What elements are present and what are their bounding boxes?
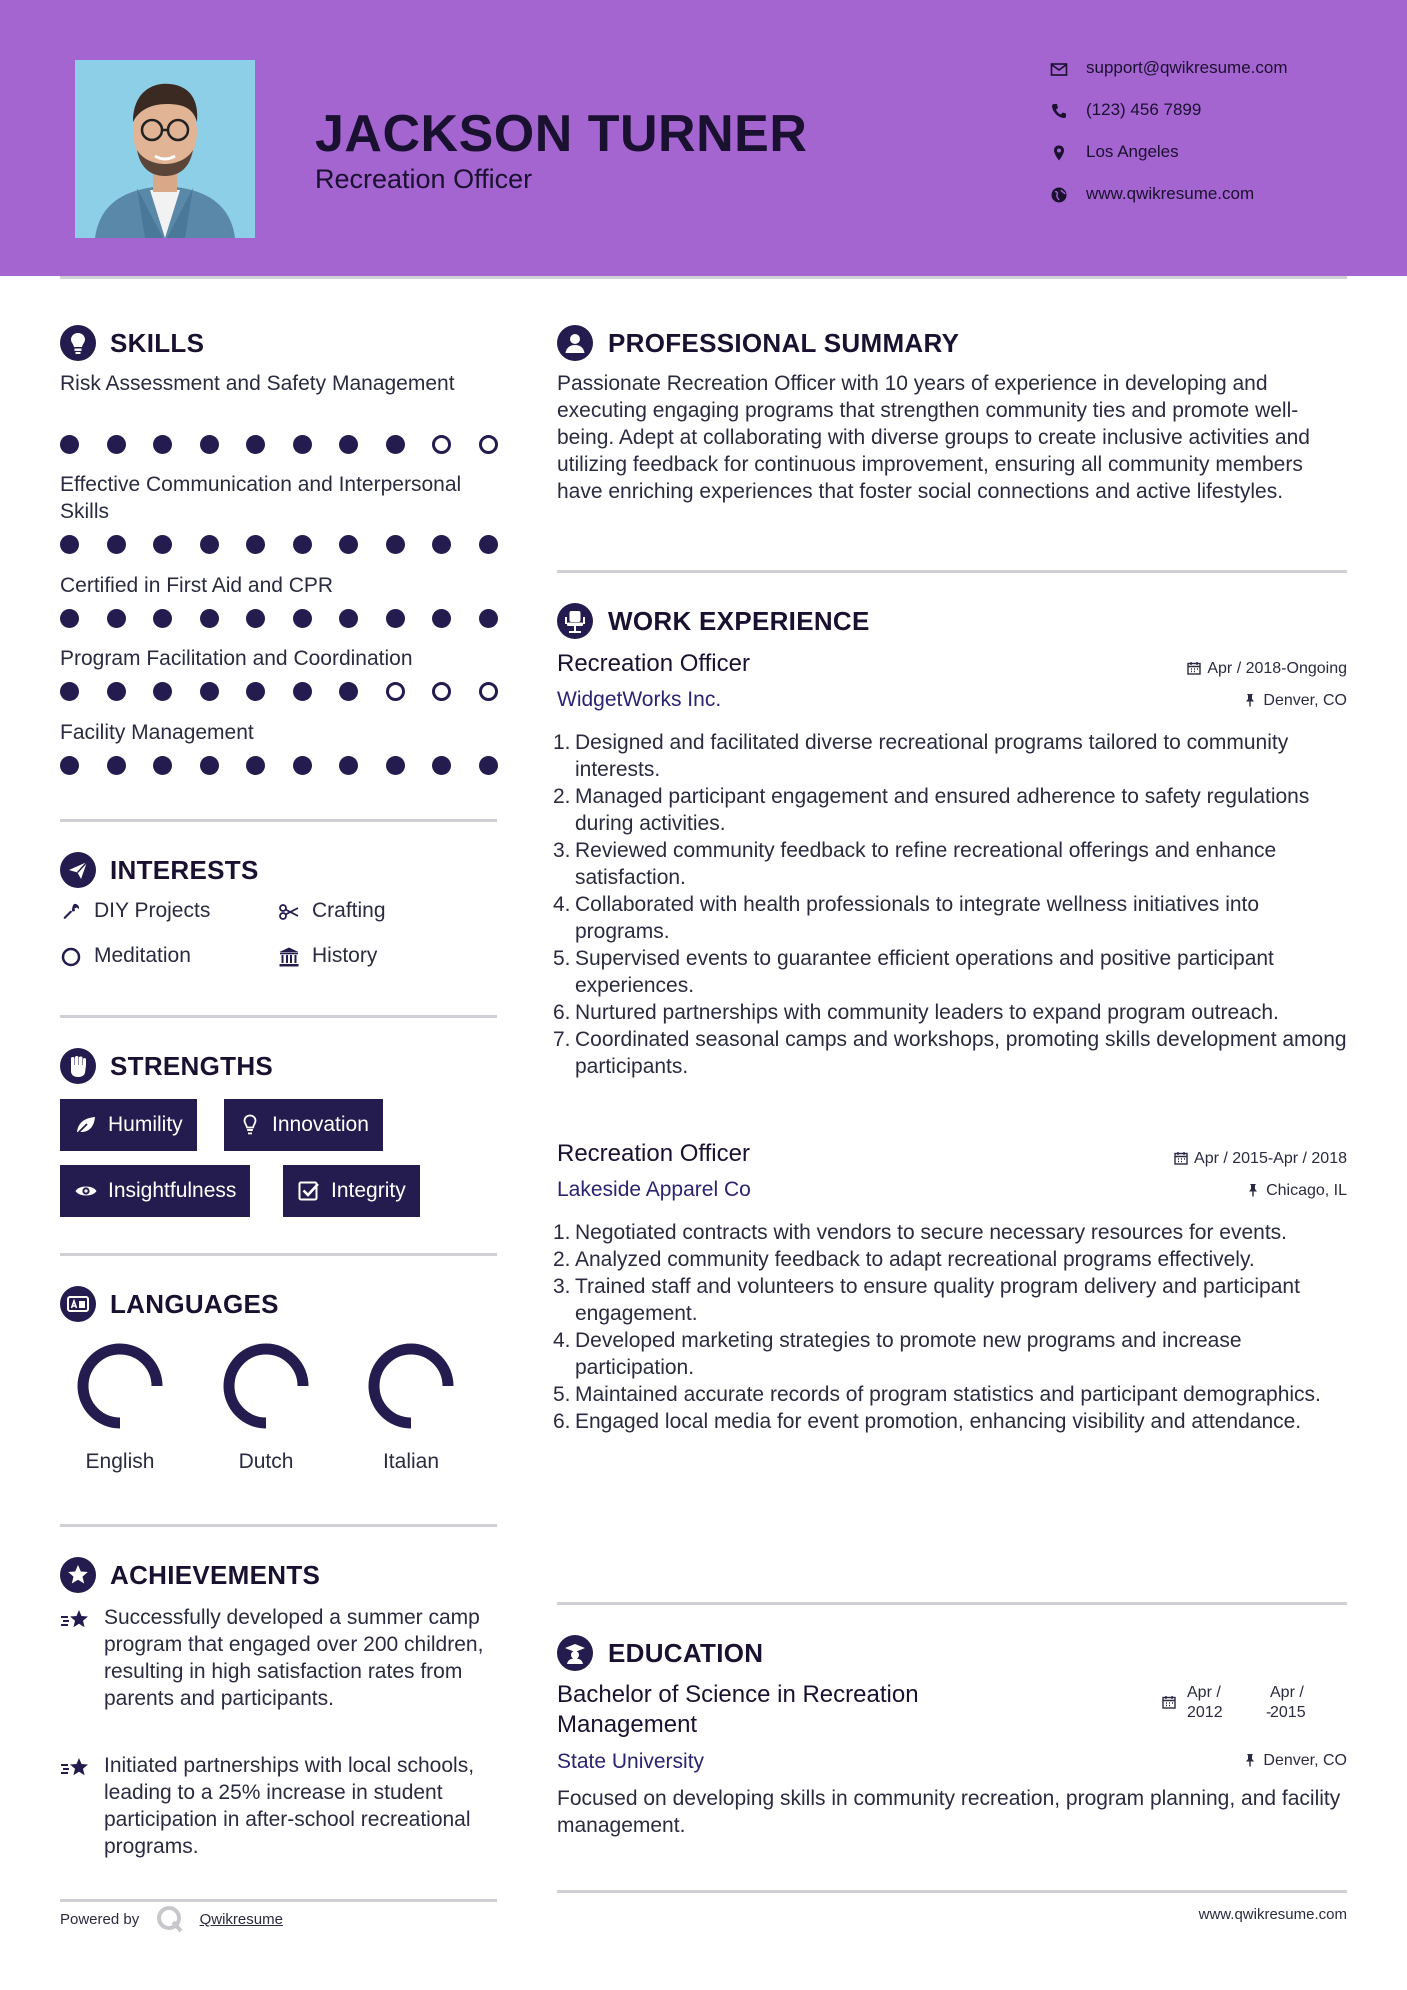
- interest-label: History: [312, 944, 378, 967]
- rating-dot-empty: [479, 435, 498, 454]
- strength-label: Humility: [108, 1113, 183, 1136]
- shooting-star-icon: [60, 1608, 92, 1632]
- skill-name: Program Facilitation and Coordination: [60, 647, 413, 670]
- header-divider: [60, 276, 1347, 279]
- job-bullet: 4. Developed marketing strategies to promote new programs and increase participation.: [553, 1329, 1242, 1379]
- rating-dot-empty: [432, 682, 451, 701]
- rating-dot-filled: [107, 435, 126, 454]
- language-card-icon: [60, 1286, 96, 1322]
- section-divider: [557, 1602, 1347, 1605]
- language-item: [356, 1340, 466, 1474]
- museum-icon: [278, 946, 300, 968]
- rating-dot-filled: [60, 682, 79, 701]
- brand-link[interactable]: Qwikresume: [199, 1911, 283, 1928]
- rating-dot-filled: [246, 609, 265, 628]
- contact-website-text: www.qwikresume.com: [1086, 184, 1255, 203]
- skill-name: Facility Management: [60, 721, 254, 744]
- user-icon: [557, 325, 593, 361]
- education-location: [1243, 1752, 1347, 1770]
- lightbulb-icon: [238, 1113, 262, 1137]
- language-gauge: [365, 1340, 457, 1432]
- phone-icon: [1050, 102, 1068, 120]
- rating-dot-filled: [107, 682, 126, 701]
- achievement-text: Successfully developed a summer camp program that engaged over 200 children, resulting in high satisfaction rates from parents and participants.: [104, 1606, 484, 1710]
- summary-heading: PROFESSIONAL SUMMARY: [608, 328, 960, 358]
- pushpin-icon: [1243, 693, 1257, 707]
- rating-dot-filled: [246, 535, 265, 554]
- qwikresume-logo-icon: [155, 1904, 185, 1934]
- section-divider: [60, 1015, 497, 1018]
- rating-dot-filled: [200, 609, 219, 628]
- rating-dot-filled: [200, 682, 219, 701]
- rating-dot-filled: [339, 435, 358, 454]
- language-level-arc: [374, 1349, 448, 1423]
- skills-heading: SKILLS: [110, 328, 205, 358]
- office-chair-icon: [557, 603, 593, 639]
- rating-dot-filled: [386, 609, 405, 628]
- calendar-icon: [1187, 661, 1201, 675]
- rating-dot-filled: [60, 535, 79, 554]
- job-bullet: 3. Trained staff and volunteers to ensure quality program delivery and participant engagement.: [553, 1275, 1300, 1325]
- education-location-text: Denver, CO: [1263, 1752, 1347, 1769]
- rating-dot-filled: [200, 435, 219, 454]
- rating-dot-filled: [107, 535, 126, 554]
- experience-heading: WORK EXPERIENCE: [608, 606, 870, 636]
- language-level-arc: [229, 1349, 303, 1423]
- graduate-icon: [557, 1635, 593, 1671]
- skill-name: Certified in First Aid and CPR: [60, 574, 334, 597]
- job-location: [1243, 692, 1347, 710]
- job-location-text: Denver, CO: [1263, 692, 1347, 709]
- skill-rating: [60, 535, 500, 555]
- rating-dot-filled: [432, 609, 451, 628]
- rating-dot-empty: [432, 435, 451, 454]
- skill-rating: [60, 756, 500, 776]
- job-bullet: 6. Nurtured partnerships with community leaders to expand program outreach.: [553, 1001, 1279, 1024]
- rating-dot-filled: [479, 756, 498, 775]
- strengths-heading: STRENGTHS: [110, 1051, 274, 1081]
- job-bullet: 2. Managed participant engagement and ensured adherence to safety regulations during activities.: [553, 785, 1310, 835]
- paper-plane-icon: [60, 852, 96, 888]
- strength-tag: [60, 1165, 250, 1217]
- contact-location-text: Los Angeles: [1086, 142, 1179, 161]
- shooting-star-icon: [60, 1756, 92, 1780]
- interest-label: DIY Projects: [94, 899, 211, 922]
- rating-dot-filled: [60, 609, 79, 628]
- job-location-text: Chicago, IL: [1266, 1182, 1347, 1199]
- check-square-icon: [297, 1179, 321, 1203]
- section-divider: [557, 570, 1347, 573]
- job-bullet: 7. Coordinated seasonal camps and workshops, promoting skills development among participants.: [553, 1028, 1347, 1078]
- job-bullet: 6. Engaged local media for event promotion, enhancing visibility and attendance.: [553, 1410, 1302, 1433]
- company-name: WidgetWorks Inc.: [557, 688, 722, 711]
- rating-dot-empty: [479, 682, 498, 701]
- rating-dot-filled: [200, 535, 219, 554]
- profile-photo: [75, 60, 255, 238]
- rating-dot-filled: [293, 535, 312, 554]
- rating-dot-filled: [479, 609, 498, 628]
- skill-name: Risk Assessment and Safety Management: [60, 372, 455, 395]
- section-divider: [60, 819, 497, 822]
- section-divider: [60, 1524, 497, 1527]
- job-title: Recreation Officer: [557, 1140, 750, 1167]
- rating-dot-filled: [153, 609, 172, 628]
- scissors-icon: [278, 901, 300, 923]
- pushpin-icon: [1243, 1753, 1257, 1767]
- rating-dot-filled: [386, 535, 405, 554]
- footer-website[interactable]: www.qwikresume.com: [1198, 1906, 1347, 1923]
- contact-email-text: support@qwikresume.com: [1086, 58, 1288, 77]
- rating-dot-filled: [246, 682, 265, 701]
- job-title: Recreation Officer: [557, 650, 750, 677]
- date-separator: -: [1266, 1704, 1272, 1721]
- strength-label: Innovation: [272, 1113, 369, 1136]
- language-name: Dutch: [238, 1450, 294, 1473]
- language-name: Italian: [382, 1450, 440, 1473]
- job-location: [1246, 1182, 1347, 1200]
- rating-dot-filled: [339, 756, 358, 775]
- pushpin-icon: [1246, 1183, 1260, 1197]
- globe-icon: [1050, 186, 1068, 204]
- circle-icon: [60, 946, 82, 968]
- education-start: Apr / 2012: [1187, 1684, 1223, 1721]
- rating-dot-filled: [339, 535, 358, 554]
- job-bullet: 1. Negotiated contracts with vendors to secure necessary resources for events.: [553, 1221, 1288, 1244]
- strength-tag: [283, 1165, 420, 1217]
- education-end: Apr / 2015: [1270, 1684, 1306, 1721]
- job-dates-text: Apr / 2015-Apr / 2018: [1194, 1150, 1347, 1167]
- lightbulb-icon: [60, 325, 96, 361]
- job-dates: [1174, 1150, 1347, 1168]
- education-description: Focused on developing skills in community recreation, program planning, and facility management.: [557, 1787, 1341, 1837]
- calendar-icon: [1162, 1695, 1176, 1709]
- language-item: [211, 1340, 321, 1474]
- rating-dot-filled: [246, 435, 265, 454]
- achievements-heading: ACHIEVEMENTS: [110, 1560, 321, 1590]
- calendar-icon: [1174, 1151, 1188, 1165]
- strength-label: Integrity: [331, 1179, 406, 1202]
- wrench-icon: [60, 901, 82, 923]
- language-name: English: [85, 1450, 155, 1473]
- rating-dot-filled: [200, 756, 219, 775]
- rating-dot-filled: [339, 609, 358, 628]
- job-bullets: [553, 1219, 1352, 1435]
- degree-title: Bachelor of Science in Recreation Management: [557, 1681, 919, 1738]
- job-dates: [1187, 660, 1347, 678]
- contact-phone-text: (123) 456 7899: [1086, 100, 1202, 119]
- school-name: State University: [557, 1750, 705, 1773]
- job-bullet: 2. Analyzed community feedback to adapt recreational programs effectively.: [553, 1248, 1255, 1271]
- job-bullet: 3. Reviewed community feedback to refine recreational offerings and enhance satisfaction.: [553, 839, 1277, 889]
- rating-dot-empty: [386, 682, 405, 701]
- footer-divider-left: [60, 1899, 497, 1902]
- language-gauge: [220, 1340, 312, 1432]
- eye-icon: [74, 1179, 98, 1203]
- strength-tag: [60, 1099, 197, 1151]
- rating-dot-filled: [432, 535, 451, 554]
- rating-dot-filled: [339, 682, 358, 701]
- skill-rating: [60, 682, 500, 702]
- skill-rating: [60, 609, 500, 629]
- rating-dot-filled: [293, 435, 312, 454]
- rating-dot-filled: [479, 535, 498, 554]
- rating-dot-filled: [60, 435, 79, 454]
- job-bullet: 5. Supervised events to guarantee efficient operations and positive participant experiences.: [553, 947, 1274, 997]
- languages-heading: LANGUAGES: [110, 1289, 279, 1319]
- candidate-title: Recreation Officer: [315, 164, 533, 194]
- rating-dot-filled: [153, 682, 172, 701]
- star-badge-icon: [60, 1557, 96, 1593]
- footer-divider-right: [557, 1890, 1347, 1893]
- map-pin-icon: [1050, 144, 1068, 162]
- interests-heading: INTERESTS: [110, 855, 259, 885]
- resume-header: [0, 0, 1407, 276]
- job-bullet: 5. Maintained accurate records of program statistics and participant demographics.: [553, 1383, 1321, 1406]
- language-level-arc: [83, 1349, 157, 1423]
- language-gauge: [74, 1340, 166, 1432]
- job-bullet: 4. Collaborated with health professionals to integrate wellness initiatives into programs.: [553, 893, 1260, 943]
- language-item: [65, 1340, 175, 1474]
- powered-by-text: Powered by: [60, 1911, 140, 1928]
- rating-dot-filled: [153, 756, 172, 775]
- rating-dot-filled: [293, 682, 312, 701]
- rating-dot-filled: [293, 609, 312, 628]
- section-divider: [60, 1253, 497, 1256]
- skill-name: Effective Communication and Interpersonal Skills: [60, 473, 462, 523]
- strength-tag: [224, 1099, 383, 1151]
- rating-dot-filled: [386, 435, 405, 454]
- rating-dot-filled: [432, 756, 451, 775]
- job-bullets: [553, 729, 1352, 1080]
- rating-dot-filled: [386, 756, 405, 775]
- raised-fist-icon: [60, 1048, 96, 1084]
- company-name: Lakeside Apparel Co: [557, 1178, 751, 1201]
- interest-label: Crafting: [312, 899, 386, 922]
- rating-dot-filled: [153, 435, 172, 454]
- rating-dot-filled: [153, 535, 172, 554]
- candidate-name: JACKSON TURNER: [315, 105, 808, 163]
- skill-rating: [60, 435, 500, 455]
- rating-dot-filled: [107, 756, 126, 775]
- job-bullet: 1. Designed and facilitated diverse recreational programs tailored to community interests.: [553, 731, 1289, 781]
- interest-label: Meditation: [94, 944, 191, 967]
- rating-dot-filled: [60, 756, 79, 775]
- leaf-icon: [74, 1113, 98, 1137]
- envelope-icon: [1050, 60, 1068, 78]
- job-dates-text: Apr / 2018-Ongoing: [1207, 660, 1347, 677]
- achievement-text: Initiated partnerships with local schools, leading to a 25% increase in student participation in after-school recreational programs.: [104, 1754, 475, 1858]
- footer-branding: [60, 1904, 283, 1934]
- strength-label: Insightfulness: [108, 1179, 237, 1202]
- rating-dot-filled: [293, 756, 312, 775]
- summary-text: Passionate Recreation Officer with 10 years of experience in developing and executing engaging programs that strengthen community ties and promote well-being. Adept at collaborating with diverse groups to create inclusive activities and utilizing feedback for continuous improvement, ensuring all community members have enriching experiences that foster social connections and active lifestyles.: [557, 372, 1310, 503]
- rating-dot-filled: [107, 609, 126, 628]
- education-heading: EDUCATION: [608, 1638, 764, 1668]
- rating-dot-filled: [246, 756, 265, 775]
